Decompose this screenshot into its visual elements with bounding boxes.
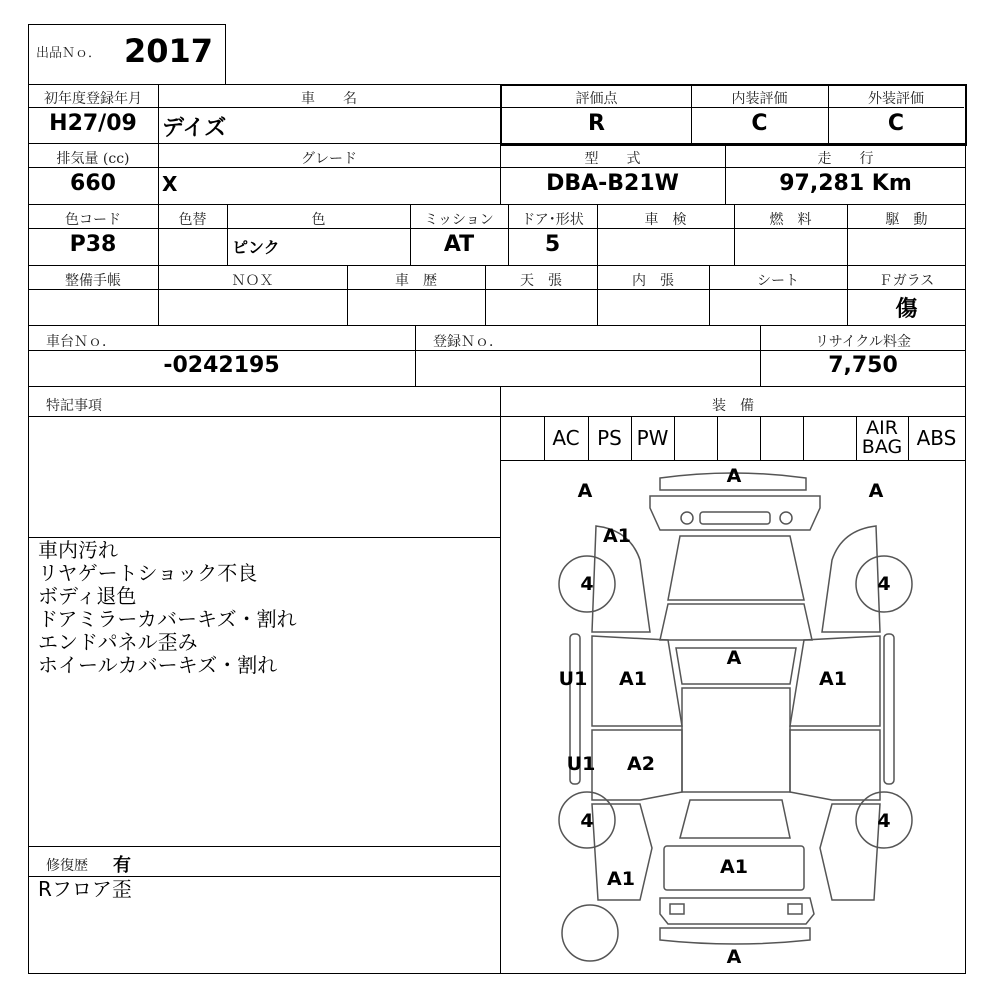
mark-right-front-door: A1 (819, 668, 847, 690)
mark-tire-rear-left: 4 (580, 810, 594, 832)
right-pillar-shape (884, 634, 894, 784)
displacement-label: 排気量 (cc) (56, 151, 130, 167)
fuel-label: 燃 料 (769, 212, 812, 228)
cabin-shape (682, 688, 790, 792)
windshield-shape (660, 604, 812, 640)
mark-front-bumper: A (726, 465, 742, 487)
equipment-pw: PW (636, 426, 669, 450)
equipment-airbag-line1: AIR (866, 417, 898, 439)
doors-value: 5 (544, 232, 561, 257)
mark-left-quarter: A1 (607, 868, 635, 890)
spare-tire-shape (562, 905, 618, 961)
hood-shape (668, 536, 804, 600)
equipment-label: 装 備 (712, 398, 754, 414)
remark-line: ドアミラーカバーキズ・割れ (38, 607, 297, 631)
registration-label: 登録Ｎｏ． (433, 334, 503, 350)
f-glass-label: Ｆガラス (878, 273, 935, 289)
mark-tire-rear-right: 4 (877, 810, 891, 832)
mark-roof: A (726, 647, 742, 669)
mark-left-front-fender: A1 (603, 525, 631, 547)
remark-line: 車内汚れ (38, 538, 118, 562)
exterior-value: C (887, 111, 905, 136)
mark-rear-bumper: A (726, 946, 742, 968)
displacement-value: 660 (70, 171, 116, 196)
nox-label: ＮＯＸ (231, 273, 274, 289)
lot-number: 2017 (124, 32, 214, 70)
mark-tire-front-left: 4 (580, 573, 594, 595)
rear-bumper-shape (660, 928, 810, 944)
grade-value: X (162, 172, 178, 196)
mark-rear-gate: A1 (720, 856, 748, 878)
mark-left-rear-door: A2 (627, 753, 655, 775)
history-label: 車 歴 (395, 273, 437, 289)
lot-label: 出品Ｎｏ． (36, 46, 102, 61)
roof-label: 天 張 (520, 273, 562, 289)
color-label: 色 (311, 212, 326, 228)
chassis-value: -0242195 (163, 353, 280, 378)
inspection-label: 車 検 (644, 212, 687, 228)
equipment-ps: PS (597, 426, 622, 450)
doors-label: ドア･形状 (521, 212, 584, 228)
interior-label: 内装評価 (731, 91, 788, 107)
headlight-left-shape (681, 512, 693, 524)
grille-shape (700, 512, 770, 524)
model-label: 型 式 (584, 151, 641, 167)
mark-left-pillar-rear: U1 (566, 753, 596, 775)
taillight-right-shape (788, 904, 802, 914)
first-reg-label: 初年度登録年月 (44, 91, 142, 107)
front-panel-shape (650, 496, 820, 530)
mark-left-pillar-front: U1 (558, 668, 588, 690)
repair-note: Rフロア歪 (38, 877, 132, 901)
transmission-value: AT (443, 232, 475, 257)
remark-line: ホイールカバーキズ・割れ (38, 653, 278, 677)
mileage-value: 97,281 Km (779, 171, 912, 196)
recycle-value: 7,750 (828, 353, 898, 378)
color-value: ピンク (232, 238, 280, 257)
remark-line: リヤゲートショック不良 (38, 561, 258, 585)
remarks-label: 特記事項 (46, 398, 102, 414)
grade-label: グレード (301, 151, 357, 167)
interior-value: C (751, 111, 768, 136)
score-label: 評価点 (575, 91, 618, 107)
rear-panel-shape (660, 898, 814, 924)
service-book-label: 整備手帳 (65, 273, 121, 289)
repair-history-label: 修復歴 (46, 858, 88, 874)
equipment-ac: AC (552, 426, 580, 450)
car-name-value: デイズ (162, 116, 227, 141)
chassis-label: 車台Ｎｏ． (46, 334, 116, 350)
equipment-abs: ABS (916, 426, 957, 450)
remark-line: エンドパネル歪み (38, 630, 198, 654)
score-value: R (588, 111, 605, 136)
recycle-label: リサイクル料金 (814, 334, 912, 350)
remark-line: ボディ退色 (38, 584, 137, 608)
color-change-label: 色替 (178, 212, 207, 228)
headlight-right-shape (780, 512, 792, 524)
color-code-value: P38 (69, 232, 117, 257)
exterior-label: 外装評価 (868, 91, 924, 107)
drive-label: 駆 動 (885, 212, 928, 228)
right-rear-door-shape (790, 730, 880, 800)
first-reg-value: H27/09 (49, 111, 137, 136)
transmission-label: ミッション (424, 212, 494, 228)
mileage-label: 走 行 (817, 151, 874, 167)
mark-left-front-door: A1 (619, 668, 647, 690)
seat-label: シート (757, 273, 799, 289)
model-value: DBA-B21W (546, 171, 679, 196)
color-code-label: 色コード (65, 212, 121, 228)
f-glass-value: 傷 (895, 297, 918, 322)
equipment-airbag-line2: BAG (861, 436, 903, 458)
inner-trim-label: 内 張 (632, 273, 674, 289)
mark-front-right-corner: A (868, 480, 884, 502)
taillight-left-shape (670, 904, 684, 914)
car-name-label: 車 名 (301, 91, 357, 107)
mark-front-left-corner: A (577, 480, 593, 502)
rear-window-shape (680, 800, 790, 838)
mark-tire-front-right: 4 (877, 573, 891, 595)
repair-history-value: 有 (113, 855, 131, 876)
